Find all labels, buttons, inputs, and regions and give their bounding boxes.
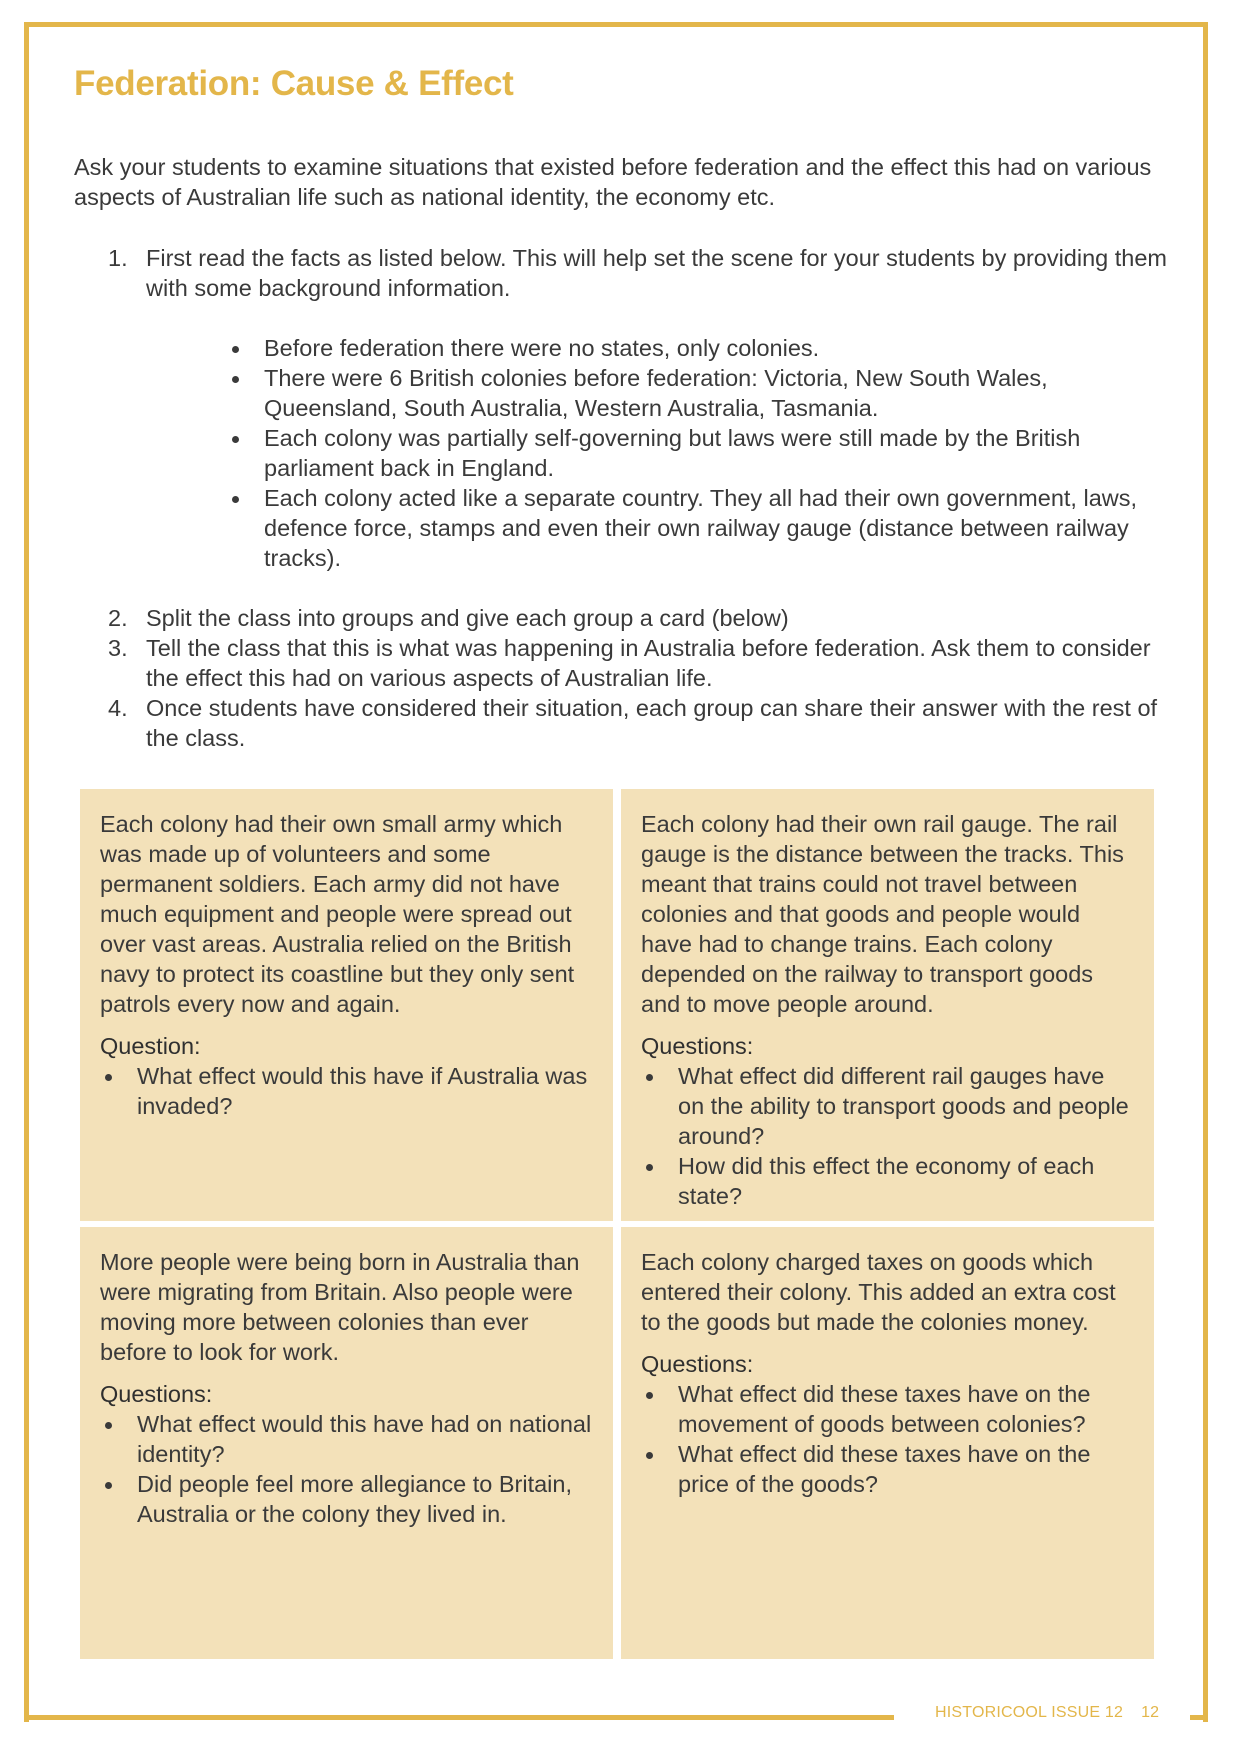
step-number: 4. bbox=[108, 695, 128, 721]
step-text: Split the class into groups and give each group a card (below) bbox=[146, 605, 789, 631]
publication-name: HISTORICOOL ISSUE 12 bbox=[935, 1704, 1124, 1721]
step-number: 3. bbox=[108, 635, 128, 661]
question-item: What effect would this have had on national identity? bbox=[100, 1409, 593, 1469]
question-item: What effect did different rail gauges have on the ability to transport goods and people around? bbox=[641, 1061, 1134, 1151]
intro-paragraph: Ask your students to examine situations that existed before federation and the effect this had on various aspects of Australian life such as national identity, the economy etc. bbox=[74, 154, 1152, 210]
step-item bbox=[74, 603, 1174, 633]
question-heading: Questions: bbox=[641, 1033, 754, 1059]
fact-item: Each colony was partially self-governing but laws were still made by the British parliament back in England. bbox=[146, 423, 1174, 483]
step-text: Tell the class that this is what was happening in Australia before federation. Ask them to consider the effect this had on various aspects of Australian life. bbox=[146, 635, 1151, 691]
question-item: What effect did these taxes have on the movement of goods between colonies? bbox=[641, 1379, 1134, 1439]
step-number: 2. bbox=[108, 605, 128, 631]
footer-rule bbox=[24, 1715, 894, 1720]
question-heading: Questions: bbox=[641, 1351, 754, 1377]
question-item: Did people feel more allegiance to Britain, Australia or the colony they lived in. bbox=[100, 1469, 593, 1529]
facts-list bbox=[146, 333, 1174, 573]
question-item: What effect would this have if Australia was invaded? bbox=[100, 1061, 593, 1121]
footer-rule-end bbox=[1190, 1715, 1208, 1720]
step-item bbox=[74, 633, 1174, 693]
question-list bbox=[100, 1061, 593, 1121]
page-title: Federation: Cause & Effect bbox=[74, 64, 514, 103]
card-population bbox=[80, 1227, 613, 1659]
card-text: More people were being born in Australia than were migrating from Britain. Also people were moving more between colonies than ever before to look for work. bbox=[100, 1249, 580, 1365]
card-taxes bbox=[621, 1227, 1154, 1659]
card-rail-gauge bbox=[621, 789, 1154, 1221]
instruction-steps bbox=[74, 243, 1174, 753]
question-list bbox=[100, 1409, 593, 1529]
card-army bbox=[80, 789, 613, 1221]
card-text: Each colony had their own small army which was made up of volunteers and some permanent soldiers. Each army did not have much equipment and people were spread out over vast areas. Australia relied on the British navy to protect its coastline but they only sent patrols every now and again. bbox=[100, 811, 575, 1017]
fact-item: Before federation there were no states, only colonies. bbox=[146, 333, 1174, 363]
step-number: 1. bbox=[108, 245, 128, 271]
fact-item: There were 6 British colonies before federation: Victoria, New South Wales, Queensland, South Australia, Western Australia, Tasmania. bbox=[146, 363, 1174, 423]
page-number: 12 bbox=[1141, 1704, 1160, 1721]
step-text: Once students have considered their situation, each group can share their answer with the rest of the class. bbox=[146, 695, 1158, 751]
question-list bbox=[641, 1379, 1134, 1499]
question-item: How did this effect the economy of each state? bbox=[641, 1151, 1134, 1211]
question-list bbox=[641, 1061, 1134, 1211]
question-item: What effect did these taxes have on the price of the goods? bbox=[641, 1439, 1134, 1499]
step-item bbox=[74, 693, 1174, 753]
card-text: Each colony had their own rail gauge. The rail gauge is the distance between the tracks. This meant that trains could not travel between colonies and that goods and people would have had to change trains. Each colony depended on the railway to transport goods and to move people around. bbox=[641, 811, 1124, 1017]
question-heading: Questions: bbox=[100, 1381, 213, 1407]
step-text: First read the facts as listed below. This will help set the scene for your students by providing them with some background information. bbox=[146, 245, 1168, 301]
page-footer bbox=[935, 1704, 1177, 1722]
question-heading: Question: bbox=[100, 1033, 201, 1059]
card-text: Each colony charged taxes on goods which entered their colony. This added an extra cost to the goods but made the colonies money. bbox=[641, 1249, 1116, 1335]
fact-item: Each colony acted like a separate country. They all had their own government, laws, defence force, stamps and even their own railway gauge (distance between railway tracks). bbox=[146, 483, 1174, 573]
step-item bbox=[74, 243, 1174, 573]
